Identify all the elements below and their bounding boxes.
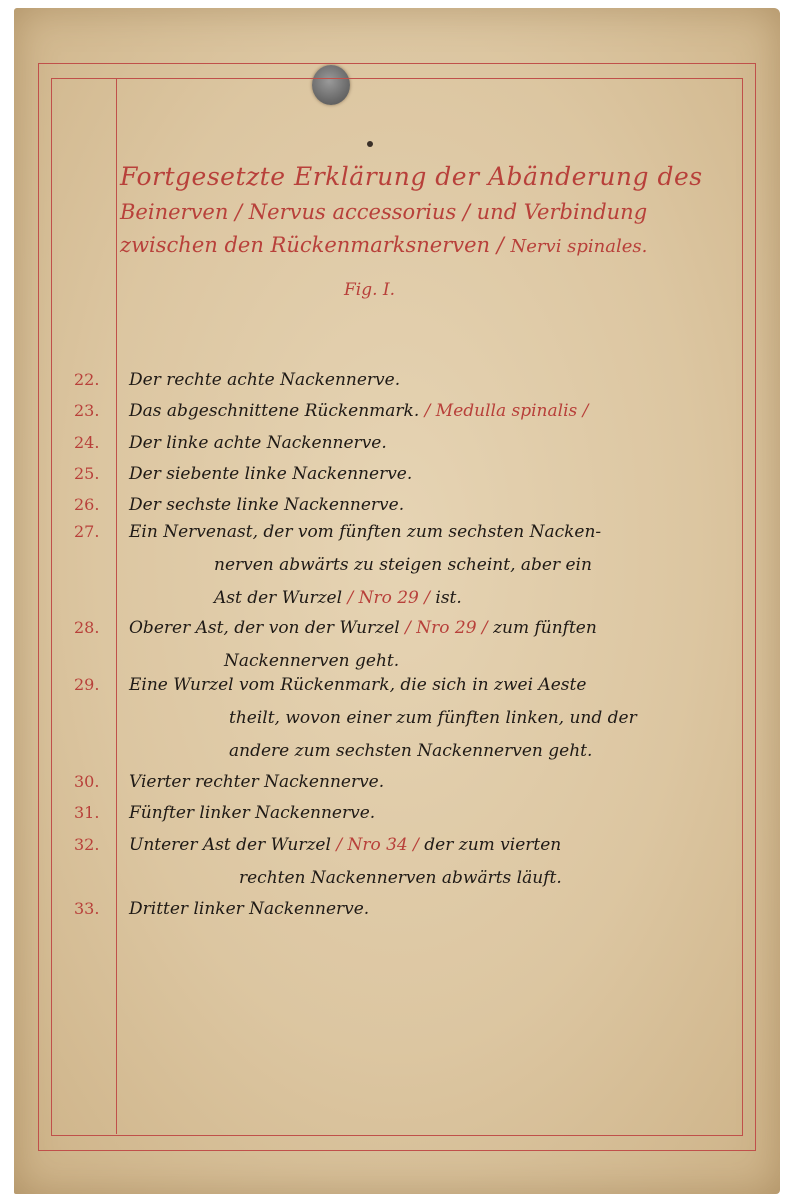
entry-text: Fünfter linker Nackennerve. [129, 803, 376, 823]
entry-continuation: nerven abwärts zu steigen scheint, aber ein [214, 555, 592, 575]
entry-text: Ein Nervenast, der vom fünften zum sechsten Nacken- [129, 522, 602, 542]
entry-continuation: Nackennerven geht. [224, 651, 400, 671]
entry-27 [74, 515, 734, 615]
entry-ref: / Nro 29 / [405, 618, 488, 638]
entry-number: 30. [74, 772, 100, 791]
entry-22 [74, 363, 734, 397]
entry-text: Der linke achte Nackennerve. [129, 433, 387, 453]
entry-text: Dritter linker Nackennerve. [129, 899, 370, 919]
title-line-2: Beinerven / Nervus accessorius / und Verbindung [120, 200, 648, 224]
paper-sheet [14, 8, 780, 1194]
entry-ref: / Nro 34 / [336, 835, 419, 855]
entry-number: 27. [74, 522, 100, 541]
title-latin: Nervi spinales. [510, 236, 648, 257]
entry-text: Das abgeschnittene Rückenmark. [129, 401, 420, 421]
entry-text: Unterer Ast der Wurzel [129, 835, 331, 855]
entry-number: 28. [74, 618, 100, 637]
entry-number: 29. [74, 675, 100, 694]
entry-number: 23. [74, 401, 100, 420]
entry-text: Eine Wurzel vom Rückenmark, die sich in zwei Aeste [129, 675, 587, 695]
entry-number: 24. [74, 433, 100, 452]
entry-text: Der rechte achte Nackennerve. [129, 370, 401, 390]
entry-text: Oberer Ast, der von der Wurzel [129, 618, 400, 638]
entry-text: Der sechste linke Nackennerve. [129, 495, 405, 515]
entry-25 [74, 457, 734, 491]
entry-number: 32. [74, 835, 100, 854]
entry-text: ist. [435, 588, 462, 608]
entry-continuation: theilt, wovon einer zum fünften linken, und der [229, 708, 637, 728]
entry-number: 33. [74, 899, 100, 918]
entry-text: Der siebente linke Nackennerve. [129, 464, 413, 484]
entry-number: 31. [74, 803, 100, 822]
entry-number: 26. [74, 495, 100, 514]
title-line-3 [120, 229, 740, 263]
entry-24 [74, 426, 734, 460]
entry-23 [74, 394, 734, 428]
entry-text: zum fünften [493, 618, 597, 638]
entry-text: Vierter rechter Nackennerve. [129, 772, 385, 792]
entry-31 [74, 796, 734, 830]
entry-29 [74, 668, 734, 768]
entry-latin: / Medulla spinalis / [424, 401, 589, 421]
entry-number: 22. [74, 370, 100, 389]
entry-continuation: andere zum sechsten Nackennerven geht. [229, 741, 593, 761]
title-line-3-text: zwischen den Rückenmarksnerven / [120, 233, 504, 257]
entry-30 [74, 765, 734, 799]
entry-text: der zum vierten [424, 835, 562, 855]
entry-ref: / Nro 29 / [347, 588, 430, 608]
entry-continuation: rechten Nackennerven abwärts läuft. [239, 868, 562, 888]
page-title [120, 158, 740, 263]
figure-label: Fig. I. [344, 280, 396, 300]
entry-32 [74, 828, 734, 895]
entry-text: Ast der Wurzel [214, 588, 343, 608]
title-line-1: Fortgesetzte Erklärung der Abänderung des [120, 162, 703, 191]
entry-number: 25. [74, 464, 100, 483]
entry-33 [74, 892, 734, 926]
